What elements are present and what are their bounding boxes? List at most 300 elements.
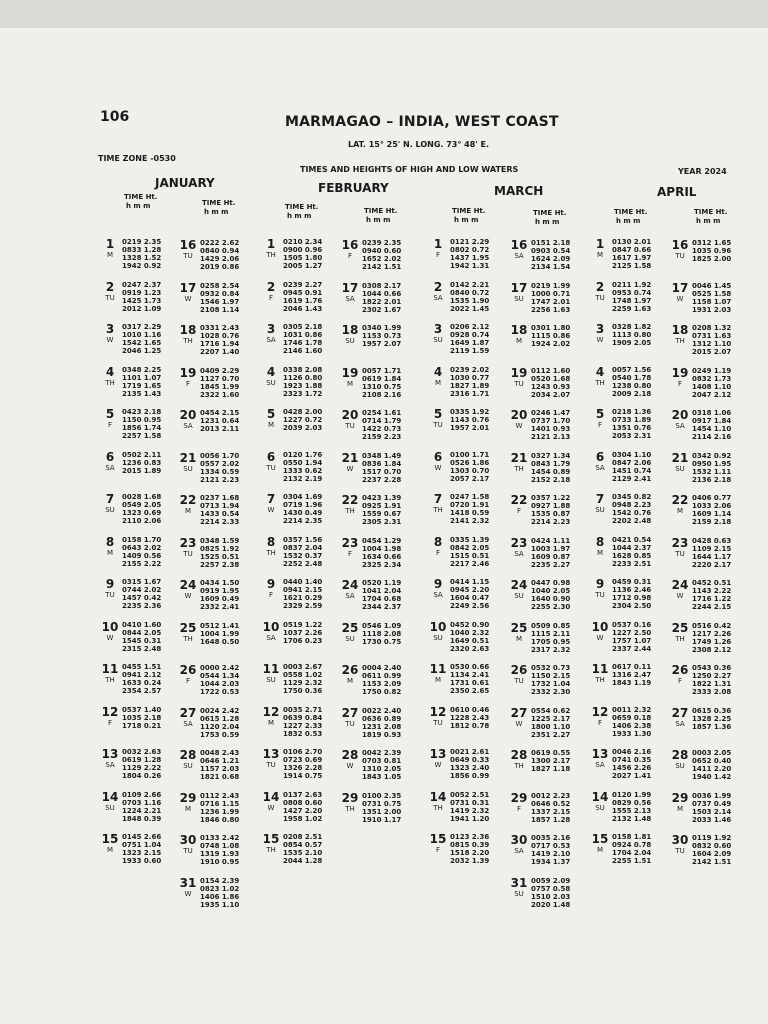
tide-reading: 0158 1.70 [122,535,162,544]
tide-reading: 2108 1.14 [200,305,240,314]
column-label-time-ht: TIME Ht. [533,209,567,217]
tide-reading: 2022 1.45 [450,304,490,313]
tide-reading: 0842 2.05 [450,543,490,552]
tide-reading: 2159 2.18 [692,518,732,526]
tide-list [122,578,161,610]
weekday: TU [514,677,524,685]
weekday: F [677,677,683,685]
weekday: W [106,336,114,344]
day-number: 2 [595,279,605,294]
tide-reading: 1633 0.24 [122,679,162,687]
tide-reading: 0948 2.23 [612,501,652,509]
tide-reading: 2027 1.41 [612,772,652,780]
tide-reading: 0802 0.72 [450,246,490,254]
tide-reading: 2020 1.48 [531,900,571,909]
day-entry [668,749,758,797]
tide-list [692,367,731,399]
tide-reading: 0133 2.42 [200,834,240,842]
tide-reading: 0211 1.92 [612,280,652,289]
day-number: 28 [341,748,359,762]
tide-list [531,622,570,654]
weekday: SU [675,762,685,770]
tide-reading: 1004 1.98 [362,544,402,553]
tide-reading: 0900 0.96 [283,246,323,254]
day-entry [507,324,597,372]
day-number: 16 [341,238,359,252]
tide-reading: 1028 0.76 [200,332,240,340]
tide-reading: 1236 0.83 [122,458,162,467]
tide-reading: 2257 1.58 [122,432,162,440]
tide-reading: 0737 0.49 [692,799,732,808]
tide-reading: 0048 2.43 [200,749,240,757]
tide-reading: 0317 2.29 [122,323,162,331]
tide-reading: 1422 0.73 [362,425,402,433]
day-number: 1 [105,237,115,251]
weekday: F [435,251,441,259]
tide-reading: 2009 2.18 [612,389,652,398]
tide-reading: 1604 0.47 [450,594,490,602]
tide-reading: 1454 0.89 [531,467,571,476]
day-number: 16 [179,238,197,252]
day-number: 10 [101,619,119,634]
tide-reading: 0421 0.54 [612,535,652,544]
tide-reading: 1427 2.20 [283,806,323,815]
tide-reading: 0318 1.06 [692,409,732,417]
day-entry [507,239,597,287]
weekday: M [596,548,604,557]
tide-reading: 1003 1.97 [531,544,571,553]
day-number: 17 [341,280,359,295]
tide-reading: 1136 2.46 [612,586,652,594]
weekday: TH [183,634,193,643]
tide-reading: 2053 2.31 [612,432,652,440]
tide-list [200,622,239,646]
tide-list [450,408,489,432]
tide-list [612,663,651,687]
weekday: TH [105,378,115,387]
column-label-time-ht: TIME Ht. [452,207,486,215]
tide-reading: 2344 2.37 [362,603,402,611]
day-number: 30 [179,833,197,847]
tide-reading: 1749 1.26 [692,637,732,646]
day-entry [259,408,349,456]
tide-reading: 0452 0.90 [450,620,490,629]
tide-reading: 1750 0.36 [283,687,323,695]
day-number: 23 [510,535,528,550]
tide-reading: 1914 0.75 [283,772,323,780]
tide-reading: 1731 0.61 [450,679,490,687]
day-entry [176,877,266,925]
day-entry [668,834,758,882]
tide-reading: 2141 2.32 [450,517,490,525]
tide-reading: 1942 0.92 [122,262,162,270]
tide-reading: 1430 0.49 [283,509,323,517]
weekday: M [267,718,275,727]
tide-reading: 0452 0.51 [692,579,732,587]
tide-reading: 0940 0.60 [362,247,402,255]
tide-reading: 1712 0.98 [612,594,652,602]
tide-reading: 0239 2.02 [450,365,490,374]
tide-reading: 0847 0.66 [612,246,652,254]
tide-list [692,324,731,356]
tide-reading: 0525 1.58 [692,289,732,298]
day-number: 6 [433,449,443,464]
tide-reading: 2316 1.71 [450,389,490,398]
tide-reading: 0741 0.35 [612,756,652,764]
tide-reading: 0434 1.50 [200,579,240,587]
weekday: TH [433,803,443,812]
tide-reading: 0917 1.84 [692,417,732,425]
tide-reading: 1542 0.76 [612,509,652,517]
day-entry [259,748,349,796]
tide-reading: 1456 2.26 [612,764,652,772]
tide-list [362,792,401,824]
weekday: W [515,719,523,728]
tide-reading: 1227 0.72 [283,416,323,424]
tide-reading: 0703 0.81 [362,757,402,765]
tide-reading: 1323 0.69 [122,509,162,517]
day-number: 3 [595,322,605,336]
tide-reading: 0123 2.36 [450,833,490,841]
tide-reading: 1640 0.90 [531,595,571,603]
weekday: F [107,718,113,727]
day-entry [176,749,266,797]
tide-list [612,578,651,610]
tide-reading: 0847 2.06 [612,458,652,467]
weekday: M [106,548,114,557]
tide-reading: 1040 2.32 [450,628,490,637]
day-entry [507,579,597,627]
tide-reading: 1401 0.93 [531,425,571,433]
tide-list [450,366,489,398]
tide-reading: 1609 0.49 [200,595,240,603]
tide-reading: 0836 1.84 [362,459,402,468]
column-label-time-ht: TIME Ht. [124,193,158,201]
tide-reading: 0619 0.55 [531,749,571,757]
tide-reading: 1933 1.30 [612,729,652,738]
day-entry [507,877,597,925]
tide-reading: 0543 0.36 [692,664,732,672]
day-entry [668,664,758,712]
tide-reading: 0210 2.34 [283,238,323,246]
day-entry [98,578,188,626]
tide-reading: 1351 2.00 [362,807,402,816]
tide-reading: 1227 2.50 [612,628,652,637]
tide-reading: 2207 1.40 [200,348,240,356]
tide-reading: 0615 1.28 [200,714,240,723]
tide-reading: 2159 2.23 [362,433,402,441]
tide-reading: 0748 1.08 [200,842,240,850]
tide-list [612,833,651,865]
tide-reading: 1433 0.54 [200,510,240,518]
tide-reading: 1030 0.77 [450,373,490,382]
weekday: TH [183,337,193,345]
tide-reading: 2135 1.43 [122,389,162,398]
weekday: M [184,804,192,813]
tide-reading: 1127 0.70 [200,374,240,383]
tide-reading: 1706 0.23 [283,636,323,645]
tide-reading: 1044 0.66 [362,289,402,298]
weekday: SA [514,847,524,855]
day-number: 11 [262,662,280,676]
day-number: 23 [671,535,689,550]
tide-reading: 2142 1.51 [362,263,402,271]
day-number: 3 [433,322,443,336]
tide-reading: 1429 2.06 [200,255,240,263]
day-entry [507,834,597,882]
tide-reading: 0035 2.71 [283,705,323,714]
day-number: 13 [262,747,280,761]
day-number: 13 [101,747,119,761]
tide-reading: 1044 2.37 [612,543,652,552]
tide-list [612,493,651,525]
tide-reading: 1409 0.56 [122,551,162,560]
tide-reading: 0512 1.41 [200,621,240,630]
tide-reading: 0544 1.34 [200,672,240,680]
tide-list [200,707,239,739]
tide-reading: 2244 2.15 [692,603,732,611]
tide-reading: 0206 2.12 [450,323,490,331]
tide-reading: 0222 2.62 [200,239,240,247]
tide-reading: 1923 1.88 [283,381,323,390]
tide-reading: 0924 0.78 [612,841,652,849]
weekday: M [515,337,523,345]
weekday: W [106,633,114,642]
day-number: 14 [101,789,119,804]
tide-reading: 0208 2.51 [283,833,323,841]
tide-reading: 0042 2.39 [362,749,402,757]
weekday: TU [105,293,115,302]
tide-reading: 1411 2.20 [692,765,732,773]
tide-list [692,664,731,696]
tide-reading: 2108 2.16 [362,390,402,399]
day-number: 21 [179,450,197,465]
tide-list [531,834,570,866]
day-entry [338,409,428,457]
tide-list [200,324,239,356]
tide-reading: 0348 2.25 [122,365,162,374]
weekday: TU [595,591,605,599]
tide-reading: 0158 1.81 [612,833,652,841]
tide-reading: 1821 0.68 [200,773,240,781]
tide-reading: 0636 0.89 [362,714,402,723]
weekday: F [597,421,603,429]
tide-list [200,877,239,909]
tide-reading: 1846 0.80 [200,815,240,824]
tide-reading: 2019 0.86 [200,263,240,271]
tide-list [531,579,570,611]
day-entry [98,833,188,881]
tide-reading: 0733 1.89 [612,416,652,424]
tide-reading: 0744 2.02 [122,586,162,594]
tide-list [362,664,401,696]
weekday: M [434,378,442,387]
weekday: F [516,804,522,813]
day-number: 14 [591,789,609,804]
weekday: F [597,718,603,727]
tide-reading: 1228 2.43 [450,713,490,722]
day-number: 12 [591,704,609,719]
day-number: 11 [429,662,447,676]
tide-reading: 0004 2.40 [362,664,402,672]
tide-list [362,282,401,314]
tide-reading: 0459 0.31 [612,578,652,586]
day-number: 9 [105,577,115,591]
day-number: 26 [341,663,359,677]
tide-reading: 1719 1.65 [122,381,162,390]
day-number: 18 [341,323,359,337]
tide-list [692,707,731,731]
tide-reading: 0919 1.95 [200,587,240,595]
column-header [533,209,566,227]
tide-reading: 1609 1.14 [692,510,732,518]
tide-reading: 0247 1.58 [450,493,490,501]
weekday: W [267,506,275,514]
day-entry [426,578,516,626]
tide-reading: 1044 2.03 [200,680,240,688]
weekday: TU [345,422,355,430]
weekday: SA [514,252,524,260]
tide-reading: 1236 1.99 [200,807,240,816]
tide-reading: 2119 1.59 [450,347,490,355]
day-entry [668,494,758,542]
day-number: 16 [671,238,689,252]
tide-list [450,833,489,865]
day-number: 17 [510,280,528,295]
day-entry [426,833,516,881]
tide-reading: 0331 2.43 [200,324,240,332]
tide-reading: 1035 0.96 [692,247,732,255]
tide-reading: 0808 0.60 [283,798,323,807]
tide-reading: 1843 1.19 [612,679,652,687]
tide-list [692,409,731,441]
tide-reading: 1532 1.11 [692,467,732,476]
tide-list [283,833,322,865]
tide-reading: 1957 2.07 [362,340,402,348]
tide-reading: 1143 0.76 [450,416,490,424]
tide-reading: 0112 2.43 [200,791,240,800]
tide-reading: 1559 0.67 [362,510,402,518]
day-number: 30 [510,833,528,847]
tide-list [692,452,731,484]
day-number: 23 [341,535,359,550]
weekday: SU [433,336,443,344]
tide-reading: 1310 2.05 [362,765,402,773]
day-entry [176,239,266,287]
tide-list [531,664,570,696]
tide-reading: 1040 2.05 [531,587,571,595]
tide-reading: 1822 1.31 [692,680,732,688]
tide-reading: 2034 2.07 [531,390,571,399]
tide-reading: 1150 0.95 [122,416,162,424]
tide-reading: 2233 2.51 [612,559,652,568]
weekday: TU [433,718,443,727]
tide-reading: 1757 1.07 [612,636,652,645]
tide-reading: 2259 1.63 [612,304,652,313]
column-label-units: h m m [204,208,229,216]
weekday: TU [105,591,115,599]
tide-reading: 0119 1.92 [692,834,732,842]
tide-reading: 1231 2.08 [362,722,402,731]
tide-reading: 0520 1.19 [362,579,402,587]
weekday: W [346,464,354,473]
tide-reading: 1644 1.17 [692,552,732,561]
tide-reading: 1804 0.26 [122,772,162,780]
tide-reading: 1935 1.10 [200,900,240,909]
tide-list [450,663,489,695]
tide-reading: 0639 0.84 [283,713,323,722]
day-entry [338,494,428,542]
day-number: 10 [262,619,280,634]
tide-reading: 0357 1.22 [531,494,571,502]
weekday: SU [514,294,524,303]
tide-reading: 1310 0.75 [362,382,402,391]
tide-reading: 1243 0.93 [531,382,571,391]
tide-reading: 0532 0.73 [531,664,571,672]
weekday: SU [595,506,605,514]
day-number: 29 [510,790,528,805]
tide-reading: 2308 2.12 [692,645,732,654]
day-number: 11 [101,662,119,676]
day-number: 22 [341,493,359,507]
tide-reading: 1545 0.31 [122,636,162,645]
tide-reading: 1746 1.78 [283,339,323,347]
tide-reading: 0537 1.40 [122,705,162,714]
tide-reading: 2235 2.36 [122,602,162,610]
tide-reading: 0249 1.19 [692,366,732,375]
day-entry [588,408,678,456]
weekday: TH [266,846,276,854]
page-number: 106 [100,109,130,125]
tide-list [692,494,731,526]
weekday: W [676,294,684,303]
tide-reading: 0052 2.51 [450,790,490,799]
day-entry [176,834,266,882]
tide-reading: 0941 2.12 [122,671,162,679]
tide-reading: 0327 1.34 [531,451,571,460]
tide-reading: 1617 1.97 [612,254,652,262]
month-title: MARCH [494,184,544,198]
day-entry [588,748,678,796]
tide-reading: 1517 0.70 [362,467,402,476]
tide-reading: 0154 2.39 [200,876,240,885]
tide-reading: 1150 2.15 [531,672,571,680]
tide-reading: 0731 1.63 [692,332,732,340]
tide-reading: 2337 2.44 [612,644,652,653]
weekday: M [676,804,684,813]
day-number: 9 [595,577,605,591]
weekday: SA [266,336,276,344]
column-label-units: h m m [126,202,151,210]
tide-reading: 0516 0.42 [692,621,732,630]
day-number: 12 [262,704,280,719]
weekday: TU [514,379,524,388]
day-entry [426,493,516,541]
tide-list [612,791,651,823]
tide-list [531,282,570,314]
day-number: 5 [105,407,115,421]
day-entry [668,579,758,627]
day-number: 3 [105,322,115,336]
month-title: JANUARY [155,176,215,190]
tide-reading: 1958 1.02 [283,814,323,823]
tide-reading: 2255 2.30 [531,603,571,611]
column-label-time-ht: TIME Ht. [364,207,398,215]
tide-reading: 0312 1.65 [692,239,732,247]
tide-reading: 1718 0.21 [122,721,162,730]
tide-reading: 1129 2.22 [122,764,162,772]
tide-reading: 1333 0.62 [283,466,323,475]
